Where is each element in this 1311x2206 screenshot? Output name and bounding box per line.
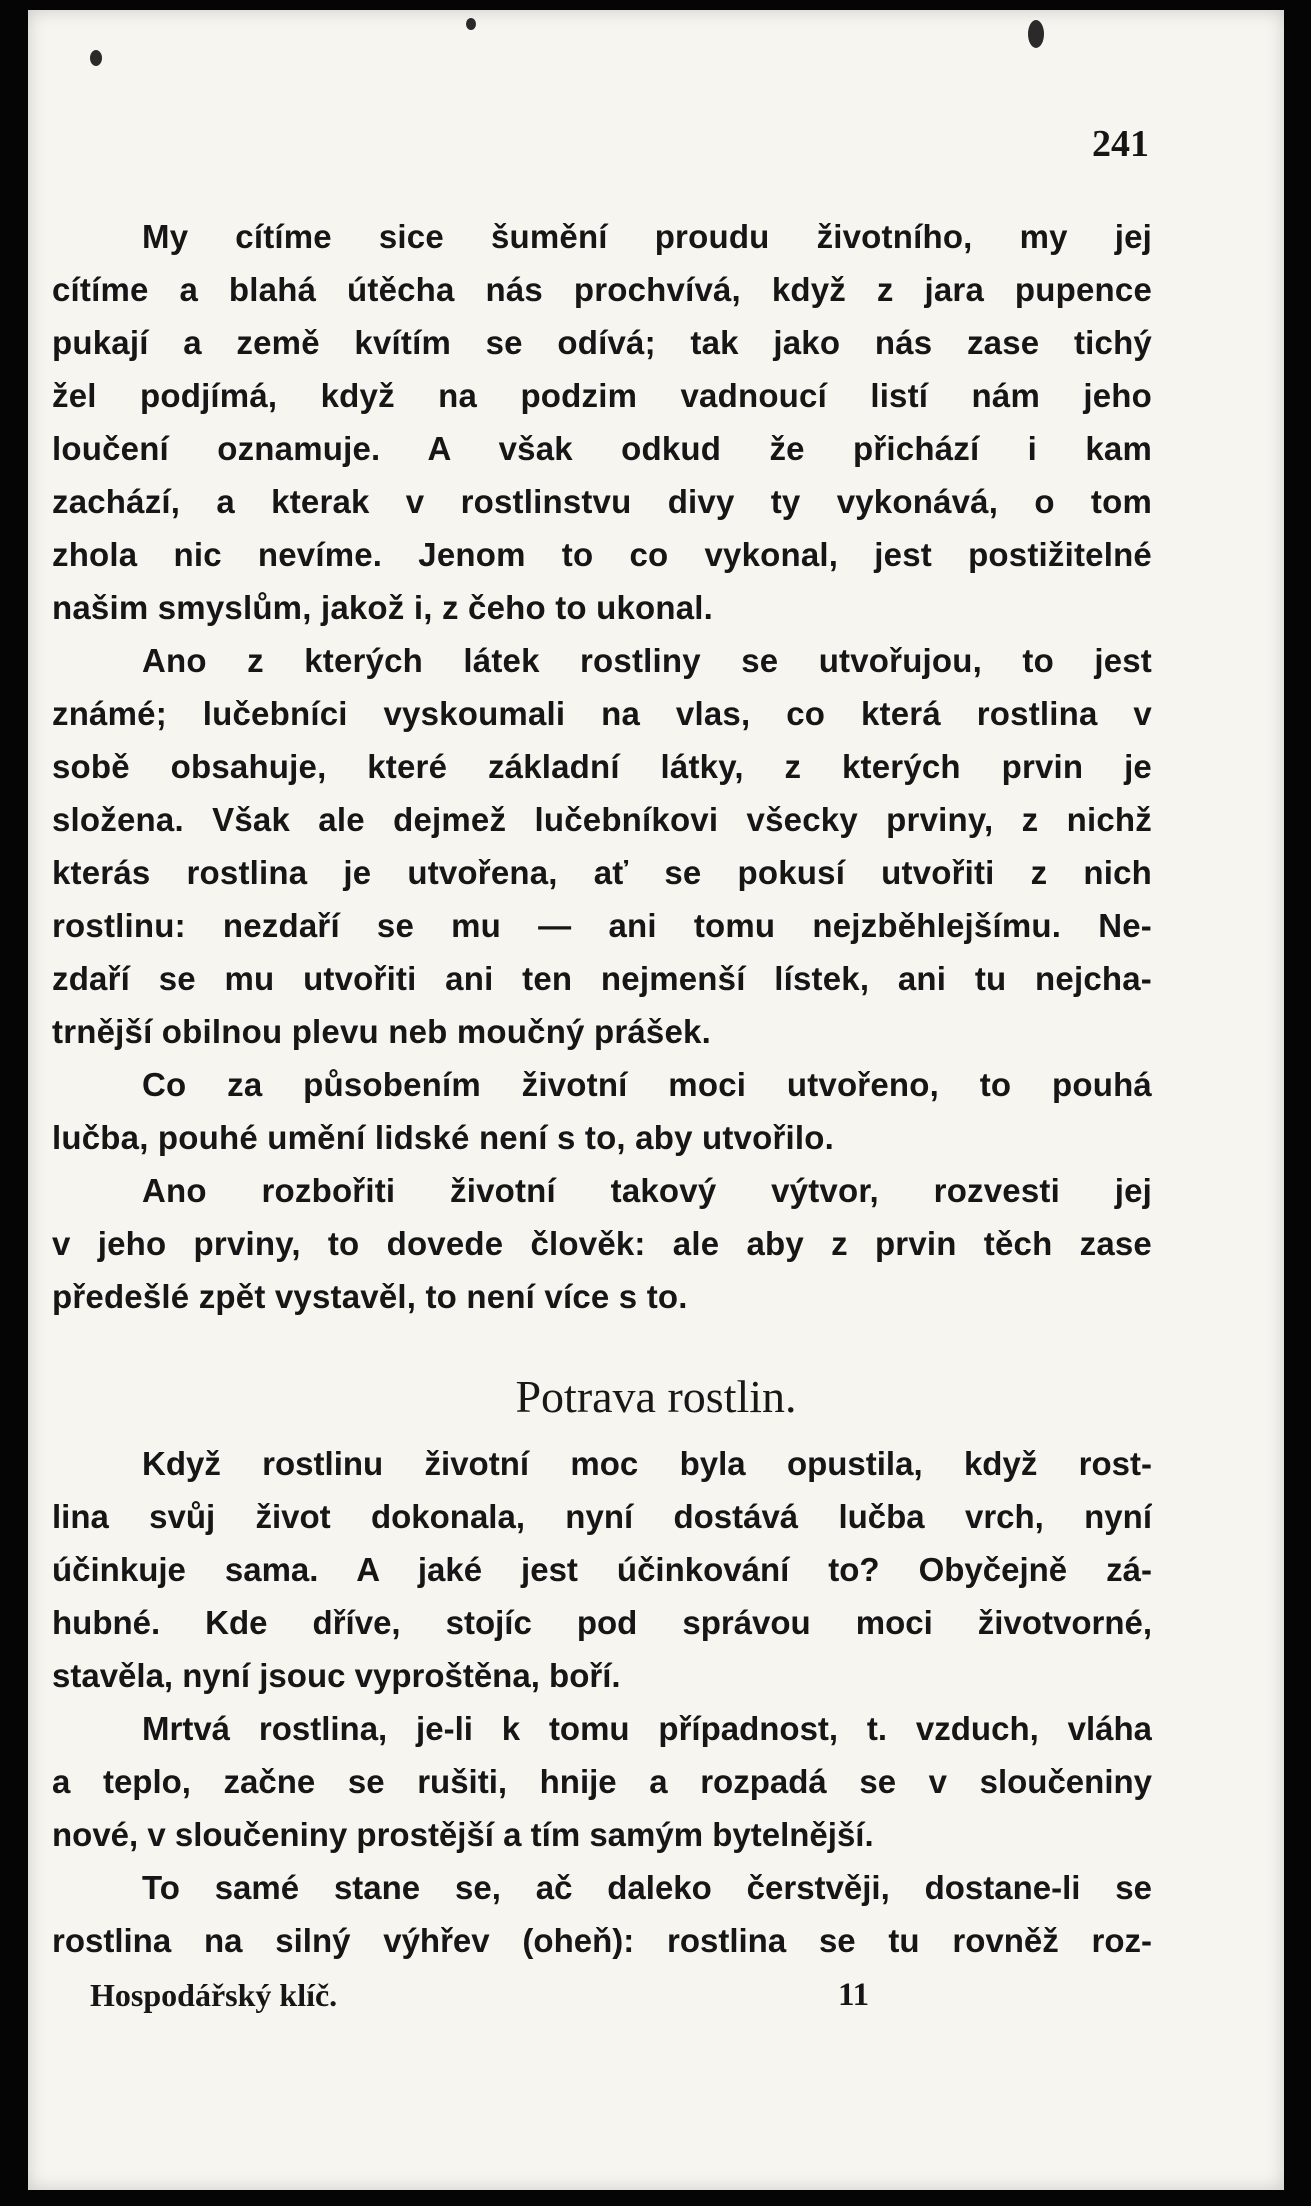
text-line: Ano z kterých látek rostliny se utvořujou, to jest: [142, 642, 1152, 679]
text-line: pukají a země kvítím se odívá; tak jako nás zase tichý: [52, 324, 1152, 361]
ink-speck: [90, 50, 102, 66]
text-line: zdaří se mu utvořiti ani ten nejmenší lístek, ani tu nejcha-: [52, 960, 1152, 997]
text-line: Ano rozbořiti životní takový výtvor, rozvesti jej: [142, 1172, 1152, 1209]
section-heading: Potrava rostlin.: [515, 1371, 797, 1422]
text-line: složena. Však ale dejmež lučebníkovi všecky prviny, z nichž: [52, 801, 1152, 838]
text-line: nové, v sloučeniny prostější a tím samým bytelnější.: [52, 1816, 874, 1853]
text-line: lina svůj život dokonala, nyní dostává lučba vrch, nyní: [52, 1498, 1152, 1535]
text-line: předešlé zpět vystavěl, to není více s to.: [52, 1278, 688, 1315]
text-line: zhola nic nevíme. Jenom to co vykonal, jest postižitelné: [52, 536, 1152, 573]
ink-speck: [466, 18, 476, 30]
text-line: Co za působením životní moci utvořeno, to pouhá: [142, 1066, 1152, 1103]
text-line: My cítíme sice šumění proudu životního, my jej: [142, 218, 1152, 255]
text-line: sobě obsahuje, které základní látky, z kterých prvin je: [52, 748, 1152, 785]
text-line: stavěla, nyní jsouc vyproštěna, boří.: [52, 1657, 621, 1694]
text-line: rostlina na silný výhřev (oheň): rostlina se tu rovněž roz-: [52, 1922, 1152, 1959]
text-line: cítíme a blahá útěcha nás prochvívá, když z jara pupence: [52, 271, 1152, 308]
text-line: našim smyslům, jakož i, z čeho to ukonal.: [52, 589, 714, 626]
page-number: 241: [1092, 123, 1149, 165]
text-line: rostlinu: nezdaří se mu — ani tomu nejzběhlejšímu. Ne-: [52, 907, 1152, 944]
book-page: [28, 10, 1284, 2190]
text-line: v jeho prviny, to dovede člověk: ale aby z prvin těch zase: [52, 1225, 1152, 1262]
text-line: kterás rostlina je utvořena, ať se pokusí utvořiti z nich: [52, 854, 1152, 891]
text-line: hubné. Kde dříve, stojíc pod správou moci životvorné,: [52, 1604, 1152, 1641]
text-line: Mrtvá rostlina, je-li k tomu případnost, t. vzduch, vláha: [142, 1710, 1152, 1747]
text-line: lučba, pouhé umění lidské není s to, aby utvořilo.: [52, 1119, 834, 1156]
text-line: zachází, a kterak v rostlinstvu divy ty vykonává, o tom: [52, 483, 1152, 520]
footer-book-title: Hospodářský klíč.: [90, 1977, 338, 2013]
text-line: loučení oznamuje. A však odkud že přichází i kam: [52, 430, 1152, 467]
text-line: Když rostlinu životní moc byla opustila, když rost-: [142, 1445, 1152, 1482]
text-line: a teplo, začne se rušiti, hnije a rozpadá se v sloučeniny: [52, 1763, 1152, 1800]
footer-signature-mark: 11: [838, 1977, 870, 2013]
text-line: trnější obilnou plevu neb moučný prášek.: [52, 1013, 711, 1050]
ink-speck: [1028, 20, 1044, 48]
text-line: To samé stane se, ač daleko čerstvěji, dostane-li se: [142, 1869, 1152, 1906]
text-line: známé; lučebníci vyskoumali na vlas, co která rostlina v: [52, 695, 1152, 732]
body-text-top: [52, 210, 1152, 1323]
text-line: účinkuje sama. A jaké jest účinkování to? Obyčejně zá-: [52, 1551, 1152, 1588]
body-text-bottom: [52, 1437, 1152, 1967]
text-line: žel podjímá, když na podzim vadnoucí listí nám jeho: [52, 377, 1152, 414]
